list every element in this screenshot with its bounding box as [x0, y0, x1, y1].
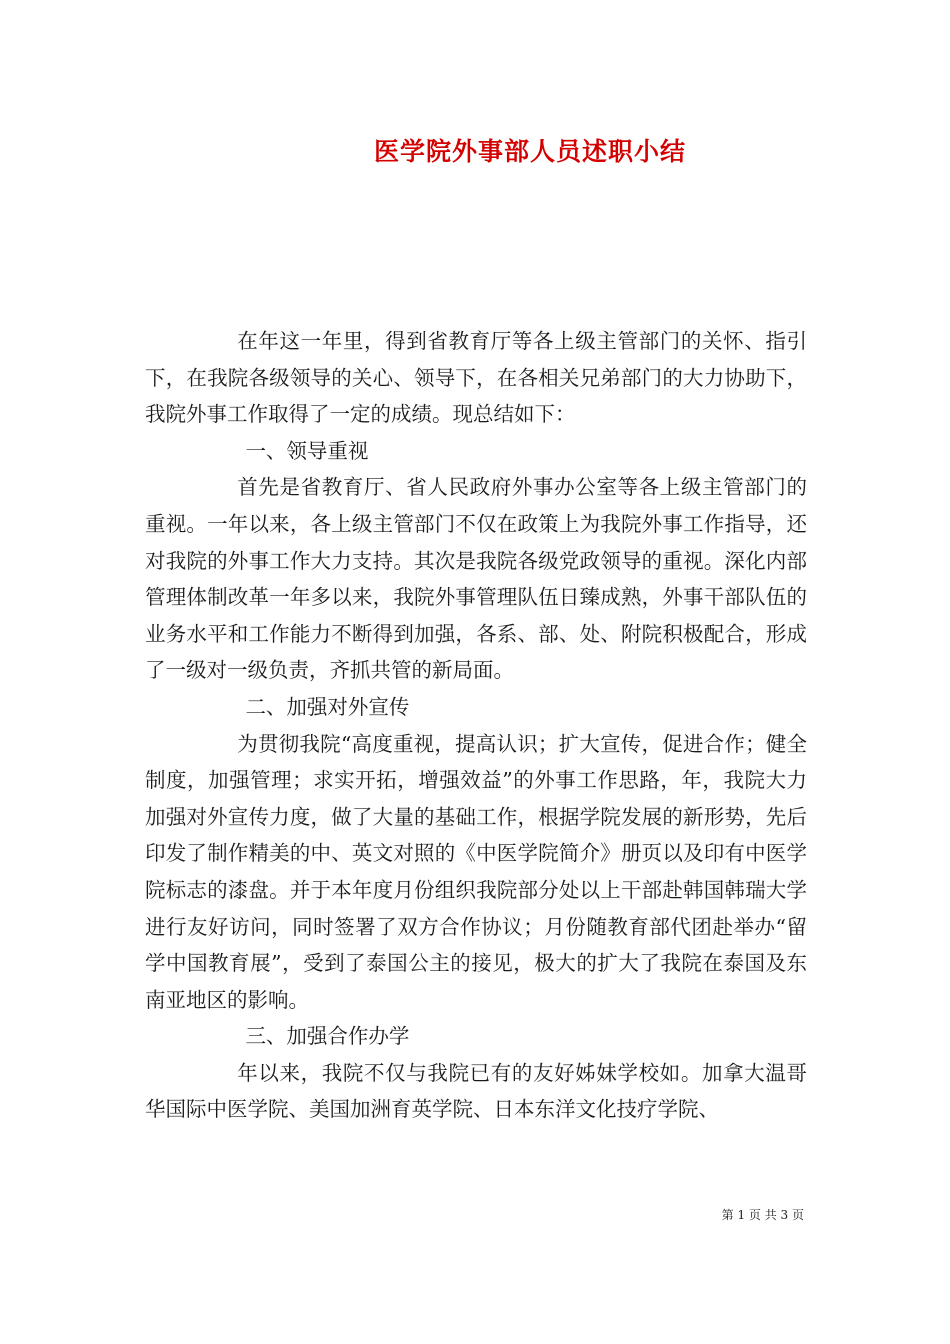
section-paragraph-3: 年以来，我院不仅与我院已有的友好姊妹学校如。加拿大温哥华国际中医学院、美国加洲育英学院、日本东洋文化技疗学院、	[145, 1060, 807, 1122]
section-heading-2: 二、加强对外宣传	[245, 694, 410, 719]
section-paragraph-2: 为贯彻我院“高度重视，提高认识；扩大宣传，促进合作；健全制度，加强管理；求实开拓，增强效益”的外事工作思路，年，我院大力加强对外宣传力度，做了大量的基础工作，根据学院发展的新形势，先后印发了制作精美的中、英文对照的《中医学院简介》册页以及印有中医学院标志的漆盘。并于本年度月份组织我院部分处以上干部赴韩国韩瑞大学进行友好访问，同时签署了双方合作协议；月份随教育部代团赴举办“留学中国教育展”，受到了泰国公主的接见，极大的扩大了我院在泰国及东南亚地区的影响。	[145, 731, 807, 1012]
document-body	[145, 323, 807, 1128]
section-paragraph-1: 首先是省教育厅、省人民政府外事办公室等各上级主管部门的重视。一年以来，各上级主管部门不仅在政策上为我院外事工作指导，还对我院的外事工作大力支持。其次是我院各级党政领导的重视。深化内部管理体制改革一年多以来，我院外事管理队伍日臻成熟，外事干部队伍的业务水平和工作能力不断得到加强，各系、部、处、附院积极配合，形成了一级对一级负责，齐抓共管的新局面。	[145, 475, 807, 683]
page-footer: 第 1 页 共 3 页	[721, 1208, 804, 1222]
intro-paragraph: 在年这一年里，得到省教育厅等各上级主管部门的关怀、指引下，在我院各级领导的关心、领导下，在各相关兄弟部门的大力协助下，我院外事工作取得了一定的成绩。现总结如下：	[145, 329, 807, 427]
document-title: 医学院外事部人员述职小结	[373, 137, 686, 166]
section-heading-1: 一、领导重视	[245, 438, 369, 463]
section-heading-3: 三、加强合作办学	[245, 1024, 410, 1049]
